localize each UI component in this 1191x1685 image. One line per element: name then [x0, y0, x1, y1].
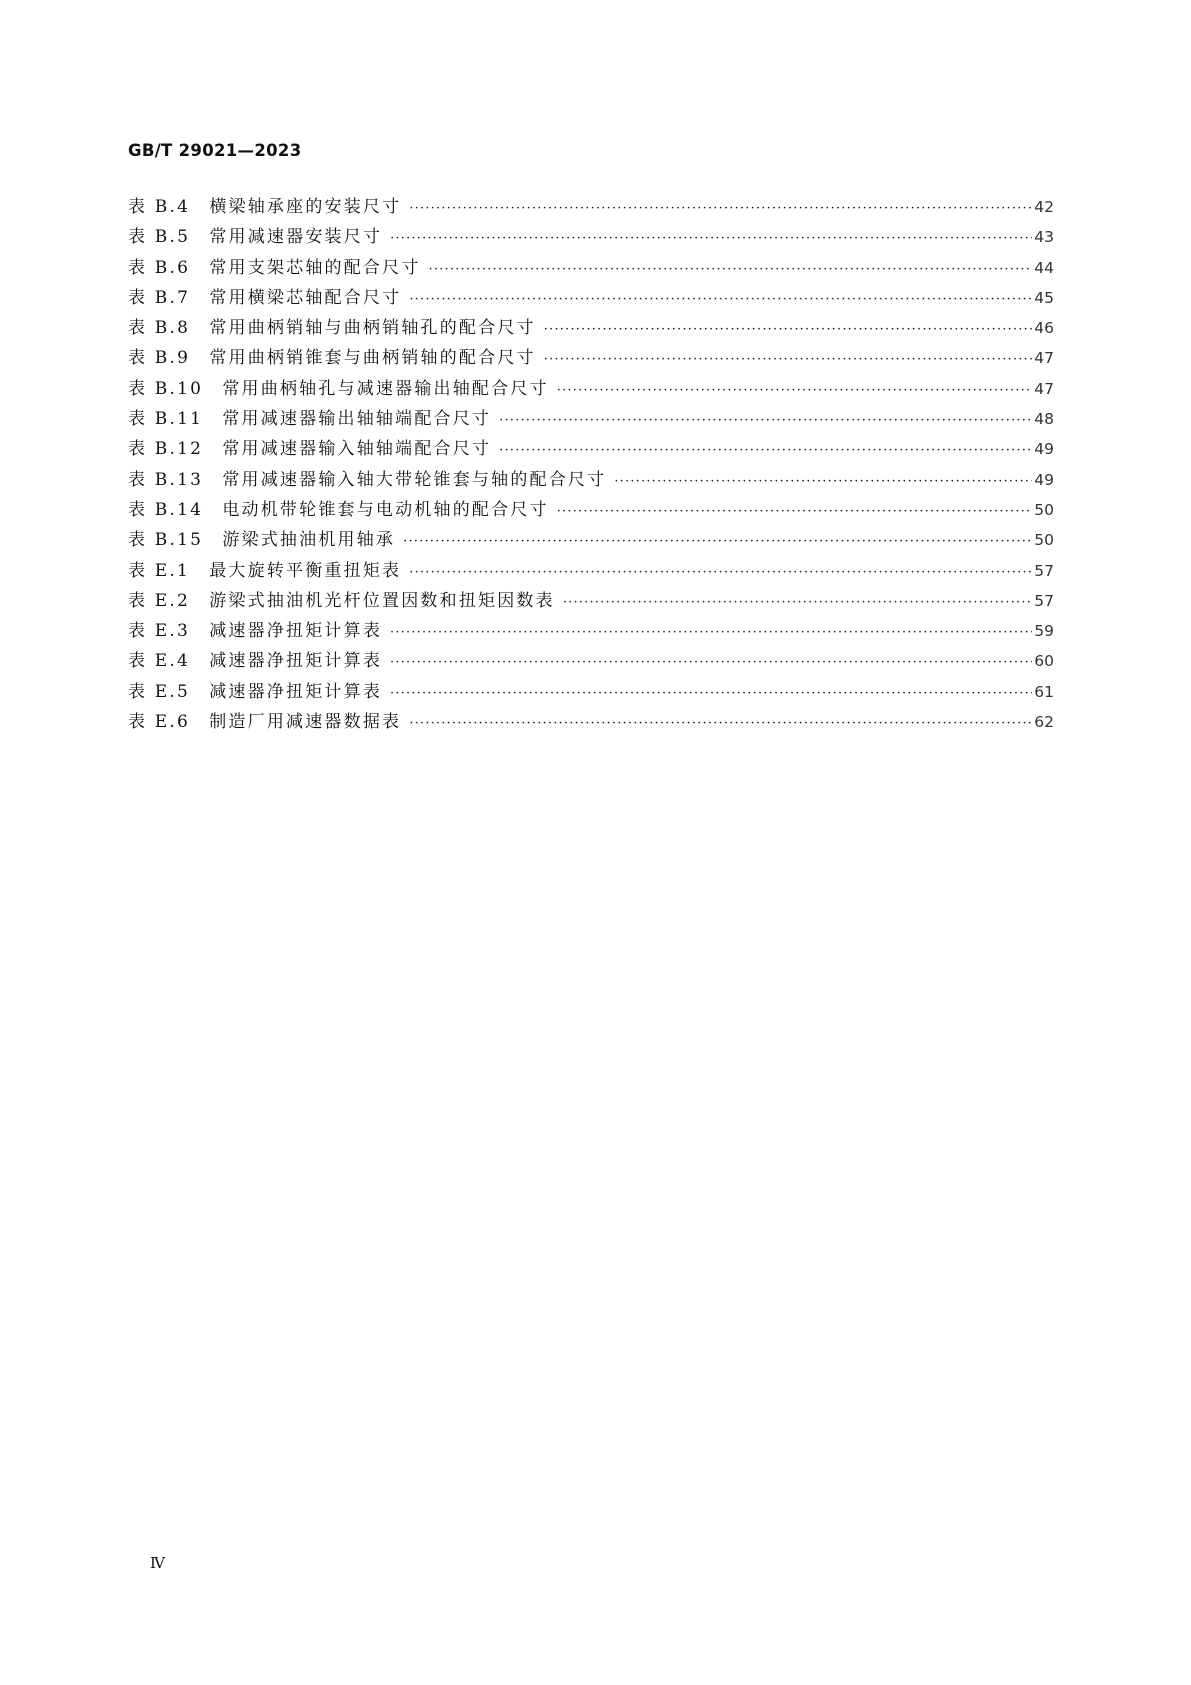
toc-entry[interactable] — [128, 258, 1054, 288]
toc-entry-label: 表 E.5 减速器净扭矩计算表 — [128, 681, 383, 702]
toc-leader-dots — [549, 381, 1032, 401]
toc-leader-dots — [549, 502, 1032, 522]
toc-entry[interactable] — [128, 591, 1054, 621]
toc-leader-dots — [536, 320, 1032, 340]
toc-entry[interactable] — [128, 439, 1054, 469]
toc-leader-dots — [401, 290, 1032, 310]
toc-entry-label: 表 B.15 游梁式抽油机用轴承 — [128, 530, 396, 551]
toc-entry-page: 46 — [1034, 319, 1054, 338]
toc-entry-page: 57 — [1034, 591, 1054, 610]
toc-leader-dots — [491, 441, 1032, 461]
toc-entry[interactable] — [128, 318, 1054, 348]
toc-entry-page: 50 — [1034, 531, 1054, 550]
toc-leader-dots — [491, 411, 1032, 431]
toc-entry-label: 表 E.2 游梁式抽油机光杆位置因数和扭矩因数表 — [128, 590, 555, 611]
toc-entry[interactable] — [128, 348, 1054, 378]
toc-leader-dots — [382, 684, 1032, 704]
toc-entry-page: 60 — [1034, 652, 1054, 671]
toc-entry-label: 表 E.4 减速器净扭矩计算表 — [128, 651, 383, 672]
toc-entry[interactable] — [128, 530, 1054, 560]
toc-entry[interactable] — [128, 227, 1054, 257]
toc-entry[interactable] — [128, 561, 1054, 591]
toc-leader-dots — [606, 472, 1032, 492]
toc-entry-page: 59 — [1034, 622, 1054, 641]
toc-entry-label: 表 E.1 最大旋转平衡重扭矩表 — [128, 560, 402, 581]
toc-leader-dots — [421, 260, 1032, 280]
toc-entry-label: 表 B.6 常用支架芯轴的配合尺寸 — [128, 257, 421, 278]
toc-leader-dots — [536, 350, 1032, 370]
toc-entry-page: 44 — [1034, 258, 1054, 277]
toc-entry[interactable] — [128, 712, 1054, 742]
toc-leader-dots — [401, 199, 1032, 219]
toc-entry[interactable] — [128, 651, 1054, 681]
toc-leader-dots — [401, 714, 1032, 734]
toc-entry[interactable] — [128, 197, 1054, 227]
toc-leader-dots — [382, 653, 1032, 673]
toc-entry[interactable] — [128, 621, 1054, 651]
toc-leader-dots — [401, 563, 1032, 583]
toc-entry-page: 48 — [1034, 410, 1054, 429]
toc-entry-page: 61 — [1034, 682, 1054, 701]
toc-entry-label: 表 B.4 横梁轴承座的安装尺寸 — [128, 197, 402, 217]
toc-entry-page: 57 — [1034, 561, 1054, 580]
toc-entry-page: 47 — [1034, 349, 1054, 368]
toc-entry-page: 49 — [1034, 440, 1054, 459]
toc-leader-dots — [395, 532, 1032, 552]
toc-entry-page: 45 — [1034, 288, 1054, 307]
toc-entry-label: 表 B.5 常用减速器安装尺寸 — [128, 227, 383, 248]
toc-entry-page: 43 — [1034, 228, 1054, 247]
toc-leader-dots — [382, 623, 1032, 643]
toc-leader-dots — [555, 593, 1032, 613]
toc-entry[interactable] — [128, 470, 1054, 500]
page-number: Ⅳ — [150, 1554, 165, 1572]
toc-entry-page: 47 — [1034, 379, 1054, 398]
document-code: GB/T 29021—2023 — [128, 141, 302, 160]
toc-entry-label: 表 B.11 常用减速器输出轴轴端配合尺寸 — [128, 409, 492, 430]
toc-entry[interactable] — [128, 500, 1054, 530]
toc-entry-label: 表 B.9 常用曲柄销锥套与曲柄销轴的配合尺寸 — [128, 348, 536, 369]
toc-entry-label: 表 B.14 电动机带轮锥套与电动机轴的配合尺寸 — [128, 499, 549, 520]
toc-entry-page: 49 — [1034, 470, 1054, 489]
toc-entry-label: 表 B.12 常用减速器输入轴轴端配合尺寸 — [128, 439, 492, 460]
toc-entry-label: 表 E.6 制造厂用减速器数据表 — [128, 712, 402, 733]
toc-entry[interactable] — [128, 379, 1054, 409]
toc-entry-page: 50 — [1034, 500, 1054, 519]
toc-entry[interactable] — [128, 288, 1054, 318]
toc-entry-page: 62 — [1034, 713, 1054, 732]
toc-entry-label: 表 E.3 减速器净扭矩计算表 — [128, 621, 383, 642]
toc-entry-label: 表 B.7 常用横梁芯轴配合尺寸 — [128, 287, 402, 308]
toc-entry-label: 表 B.13 常用减速器输入轴大带轮锥套与轴的配合尺寸 — [128, 469, 607, 490]
toc-entry-label: 表 B.8 常用曲柄销轴与曲柄销轴孔的配合尺寸 — [128, 318, 536, 339]
toc-entry-label: 表 B.10 常用曲柄轴孔与减速器输出轴配合尺寸 — [128, 378, 549, 399]
toc-entry[interactable] — [128, 409, 1054, 439]
toc-entry-page: 42 — [1034, 198, 1054, 216]
toc-leader-dots — [382, 229, 1032, 249]
table-of-contents — [128, 197, 1054, 742]
toc-entry[interactable] — [128, 682, 1054, 712]
